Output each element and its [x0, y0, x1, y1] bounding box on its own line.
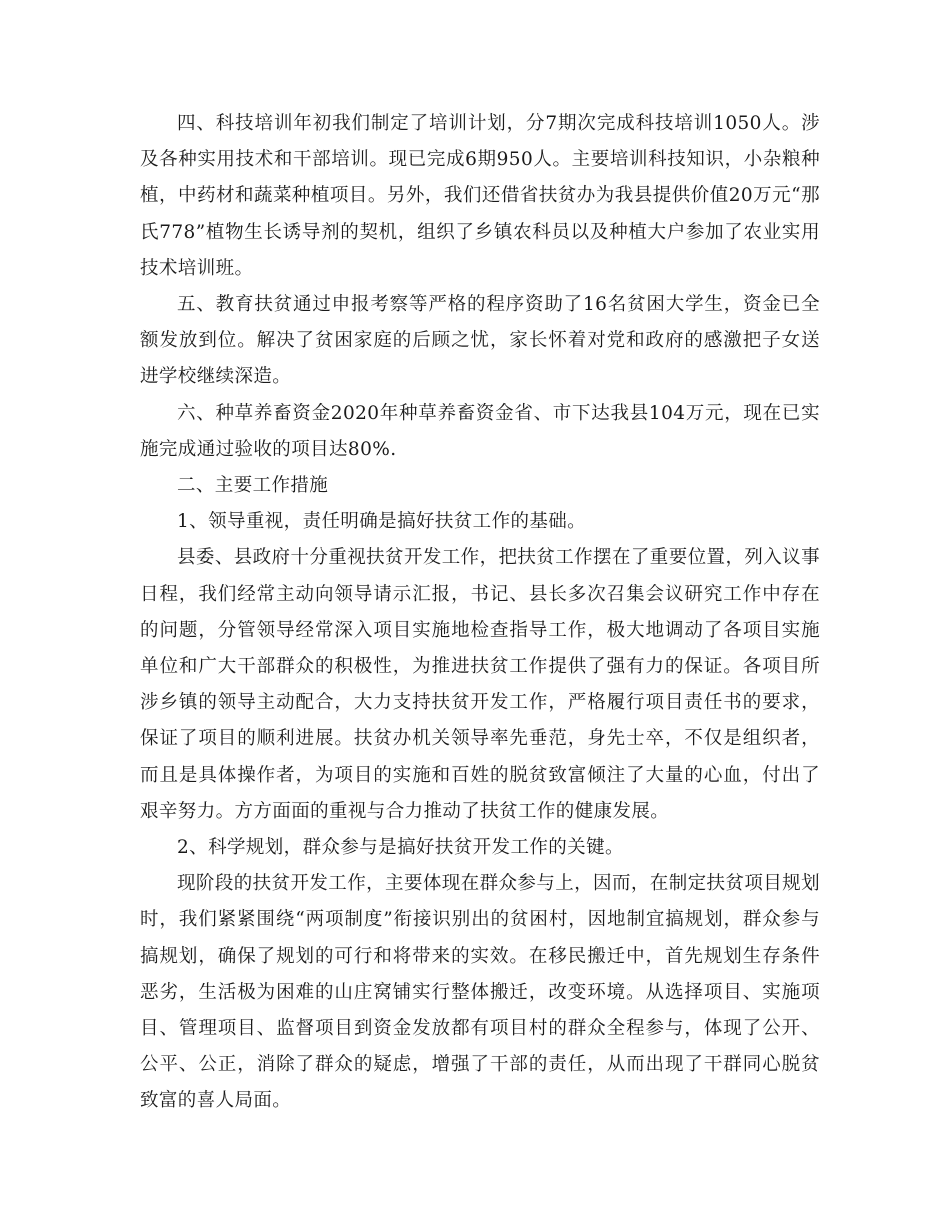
paragraph-tech-training: 四、科技培训年初我们制定了培训计划，分7期次完成科技培训1050人。涉及各种实用技术和干部培训。现已完成6期950人。主要培训科技知识，小杂粮种植，中药材和蔬菜种植项目。另外，我们还借省扶贫办为我县提供价值20万元“那氏778”植物生长诱导剂的契机，组织了乡镇农科员以及种植大户参加了农业实用技术培训班。	[140, 113, 820, 279]
paragraph-leadership: 县委、县政府十分重视扶贫开发工作，把扶贫工作摆在了重要位置，列入议事日程，我们经常主动向领导请示汇报，书记、县长多次召集会议研究工作中存在的问题，分管领导经常深入项目实施地检查指导工作，极大地调动了各项目实施单位和广大干部群众的积极性，为推进扶贫工作提供了强有力的保证。各项目所涉乡镇的领导主动配合，大力支持扶贫开发工作，严格履行项目责任书的要求，保证了项目的顺利进展。扶贫办机关领导率先垂范，身先士卒，不仅是组织者，而且是具体操作者，为项目的实施和百姓的脱贫致富倾注了大量的心血，付出了艰辛努力。方方面面的重视与合力推动了扶贫工作的健康发展。	[140, 547, 820, 822]
paragraph-grass-livestock: 六、种草养畜资金2020年种草养畜资金省、市下达我县104万元，现在已实施完成通过验收的项目达80%.	[140, 402, 820, 460]
paragraph-planning: 现阶段的扶贫开发工作，主要体现在群众参与上，因而，在制定扶贫项目规划时，我们紧紧围绕“两项制度”衔接识别出的贫困村，因地制宜搞规划，群众参与搞规划，确保了规划的可行和将带来的实效。在移民搬迁中，首先规划生存条件恶劣，生活极为困难的山庄窝铺实行整体搬迁，改变环境。从选择项目、实施项目、管理项目、监督项目到资金发放都有项目村的群众全程参与，体现了公开、公平、公正，消除了群众的疑虑，增强了干部的责任，从而出现了干群同心脱贫致富的喜人局面。	[140, 873, 820, 1112]
section-heading-measures: 二、主要工作措施	[177, 475, 329, 497]
subheading-planning: 2、科学规划，群众参与是搞好扶贫开发工作的关键。	[177, 837, 624, 859]
subheading-leadership: 1、领导重视，责任明确是搞好扶贫工作的基础。	[177, 511, 587, 533]
paragraph-education-aid: 五、教育扶贫通过申报考察等严格的程序资助了16名贫困大学生，资金已全额发放到位。解决了贫困家庭的后顾之忧，家长怀着对党和政府的感激把子女送进学校继续深造。	[140, 294, 820, 388]
document-body	[140, 106, 820, 1120]
